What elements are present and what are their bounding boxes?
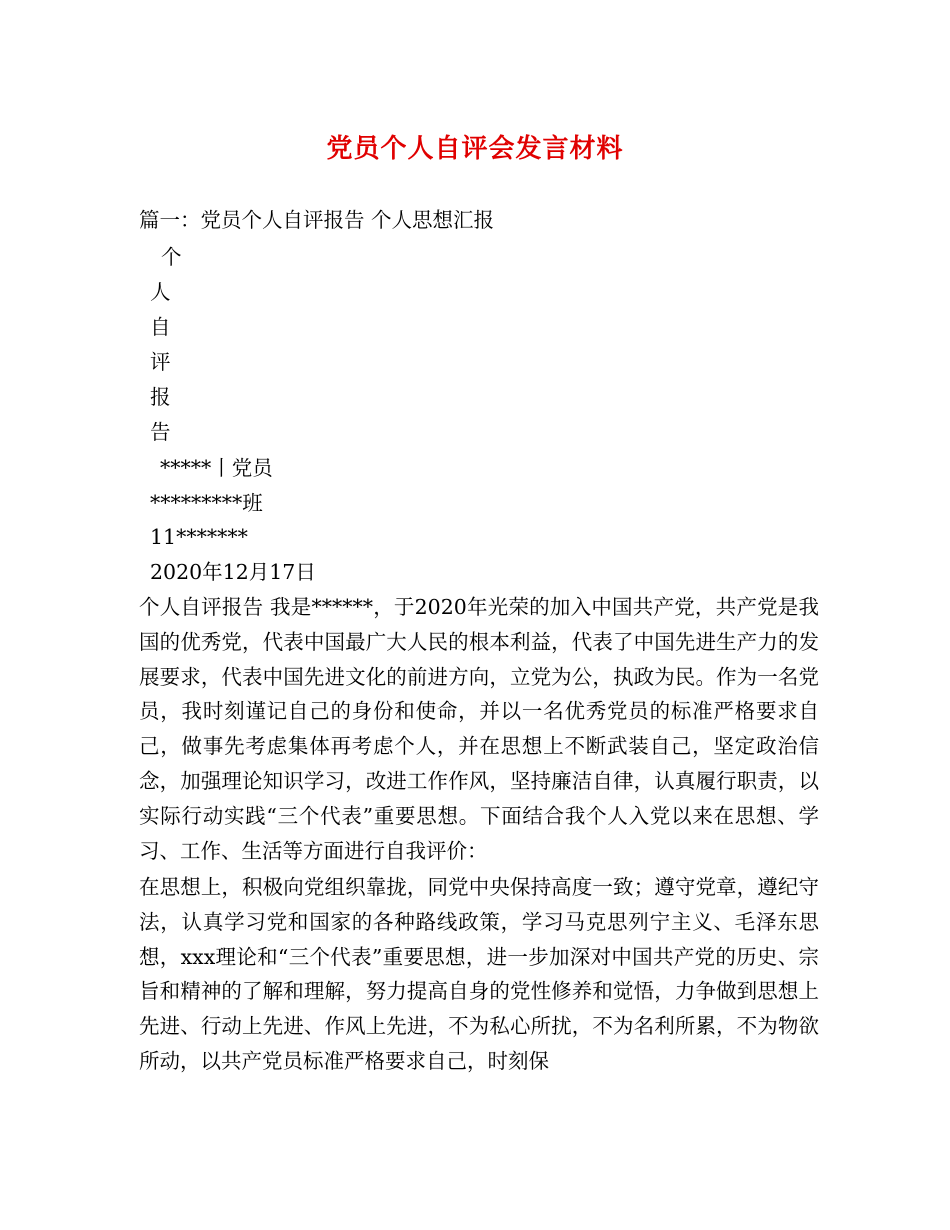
document-title: 党员个人自评会发言材料 bbox=[326, 134, 624, 164]
author-class: *********班 bbox=[150, 491, 263, 515]
vertical-char: 人 bbox=[150, 280, 171, 304]
vertical-char: 报 bbox=[150, 385, 171, 409]
report-date: 2020年12月17日 bbox=[150, 560, 316, 584]
vertical-char: 自 bbox=[150, 315, 171, 339]
vertical-char: 个 bbox=[161, 245, 182, 269]
vertical-char: 告 bbox=[150, 420, 171, 444]
vertical-char: 评 bbox=[150, 350, 171, 374]
author-role: *****丨党员 bbox=[160, 456, 273, 480]
body-paragraph: 在思想上，积极向党组织靠拢，同党中央保持高度一致；遵守党章，遵纪守法，认真学习党和国家的各种路线政策，学习马克思列宁主义、毛泽东思想，xxx理论和“三个代表”重要思想，进一步加深对中国共产党的历史、宗旨和精神的了解和理解，努力提高自身的党性修养和觉悟，力争做到思想上先进、行动上先进、作风上先进，不为私心所扰，不为名利所累，不为物欲所动，以共产党员标准严格要求自己，时刻保 bbox=[139, 875, 819, 1073]
section-heading: 篇一：党员个人自评报告 个人思想汇报 bbox=[139, 208, 495, 232]
author-id: 11******* bbox=[150, 525, 248, 549]
body-paragraph: 个人自评报告 我是******，于2020年光荣的加入中国共产党，共产党是我国的优秀党，代表中国最广大人民的根本利益，代表了中国先进生产力的发展要求，代表中国先进文化的前进方向，立党为公，执政为民。作为一名党员，我时刻谨记自己的身份和使命，并以一名优秀党员的标准严格要求自己，做事先考虑集体再考虑个人，并在思想上不断武装自己，坚定政治信念，加强理论知识学习，改进工作作风，坚持廉洁自律，认真履行职责，以实际行动实践“三个代表”重要思想。下面结合我个人入党以来在思想、学习、工作、生活等方面进行自我评价： bbox=[139, 595, 819, 863]
